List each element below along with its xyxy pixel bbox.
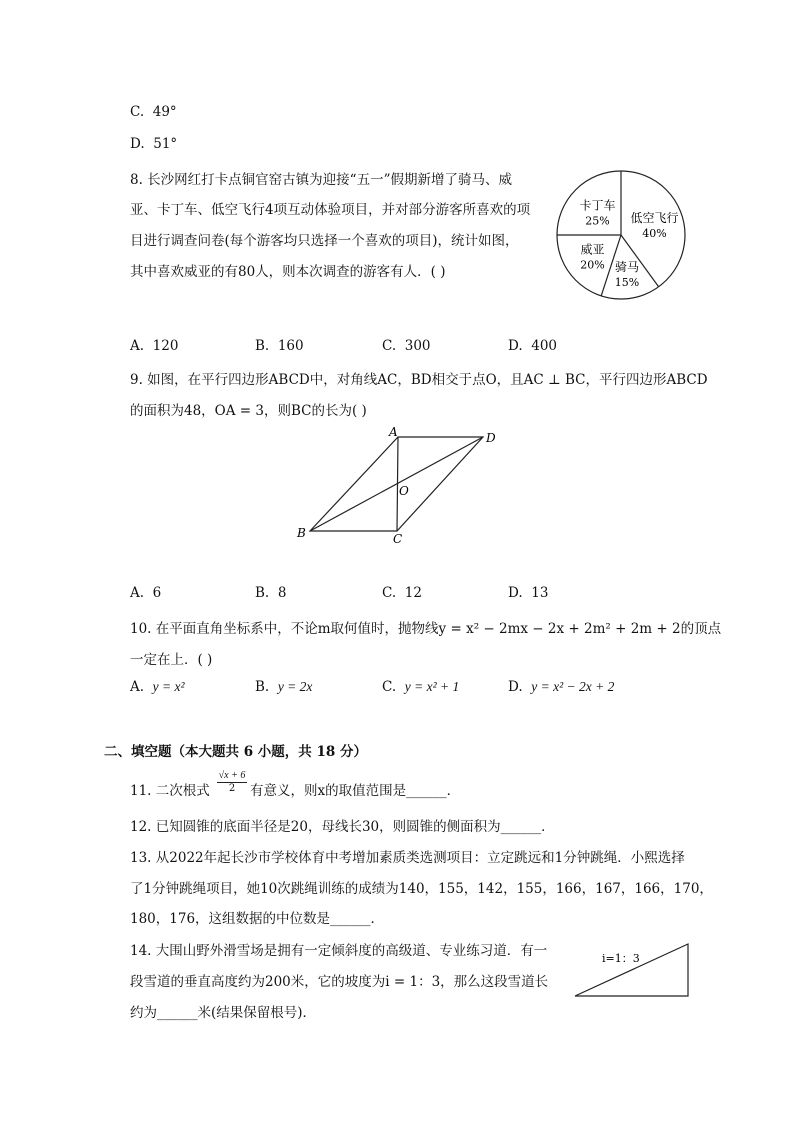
pie-slice-percent-2: 20% <box>580 258 605 272</box>
pie-slice-label-0: 低空飞行 <box>630 211 679 226</box>
label-b: B <box>297 526 306 540</box>
q9-line-1: 9. 如图，在平行四边形ABCD中，对角线AC，BD相交于点O，且AC ⊥ BC，平行四边形ABCD <box>130 372 708 388</box>
pie-slice-label-1: 骑马 <box>614 259 640 274</box>
pie-chart <box>555 166 690 306</box>
q11-fraction <box>217 770 247 795</box>
q8-option-b: B. 160 <box>255 338 304 354</box>
q14-line-2: 段雪道的垂直高度约为200米，它的坡度为i = 1：3，那么这段雪道长 <box>130 974 549 990</box>
q8-line-2: 亚、卡丁车、低空飞行4项互动体验项目，并对部分游客所喜欢的项 <box>130 202 531 218</box>
q8-line-1: 8. 长沙网红打卡点铜官窑古镇为迎接“五一”假期新增了骑马、威 <box>130 172 512 188</box>
q10-option-d: D. y = x² − 2x + 2 <box>508 679 615 695</box>
label-o: O <box>399 484 409 498</box>
slope-label: i=1：3 <box>602 952 640 965</box>
pie-slice-label-2: 威亚 <box>580 242 605 257</box>
q9-option-d: D. 13 <box>508 585 549 601</box>
q8-line-4: 其中喜欢威亚的有80人，则本次调查的游客有人．( ) <box>130 264 446 280</box>
q13-line-2: 了1分钟跳绳项目，她10次跳绳训练的成绩为140，155，142，155，166，167，166，170， <box>130 881 713 897</box>
option-d-prev: D. 51° <box>130 136 178 152</box>
pie-slice-percent-1: 15% <box>614 275 640 289</box>
section-title-fill-in: 二、填空题（本大题共 6 小题，共 18 分） <box>104 744 367 760</box>
pie-slice-label-3: 卡丁车 <box>579 198 616 213</box>
pie-slice-percent-3: 25% <box>585 214 610 228</box>
diagonal-bd <box>310 437 483 531</box>
parallelogram-figure <box>290 425 505 550</box>
slope-triangle-figure <box>570 940 692 1000</box>
label-a: A <box>389 425 398 439</box>
label-c: C <box>393 532 403 546</box>
q10-option-a: A. y = x² <box>130 679 185 695</box>
q8-line-3: 目进行调查问卷(每个游客均只选择一个喜欢的项目)，统计如图， <box>130 233 519 249</box>
q11-suffix: 有意义，则x的取值范围是______． <box>250 783 461 799</box>
q10-line-2: 一定在上．( ) <box>130 652 213 668</box>
q10-option-b: B. y = 2x <box>255 679 313 695</box>
q8-option-d: D. 400 <box>508 338 558 354</box>
q13-line-3: 180，176，这组数据的中位数是______． <box>130 911 385 927</box>
q11-denominator: 2 <box>228 783 236 794</box>
q12-line: 12. 已知圆锥的底面半径是20，母线长30，则圆锥的侧面积为______． <box>130 819 555 835</box>
q13-line-1: 13. 从2022年起长沙市学校体育中考增加素质类选测项目：立定跳远和1分钟跳绳．小熙选择 <box>130 850 685 866</box>
q11-numerator: √x + 6 <box>218 770 246 781</box>
label-d: D <box>486 431 496 445</box>
q14-line-1: 14. 大围山野外滑雪场是拥有一定倾斜度的高级道、专业练习道．有一 <box>130 943 548 959</box>
q8-option-c: C. 300 <box>382 338 431 354</box>
q14-line-3: 约为______米(结果保留根号)． <box>130 1005 317 1021</box>
pie-slice-percent-0: 40% <box>642 227 667 241</box>
q9-line-2: 的面积为48，OA = 3，则BC的长为( ) <box>130 403 367 419</box>
option-c-prev: C. 49° <box>130 104 177 120</box>
q9-option-c: C. 12 <box>382 585 422 601</box>
q10-line-1: 10. 在平面直角坐标系中，不论m取何值时，抛物线y = x² − 2mx − 2x + 2m² + 2m + 2的顶点 <box>130 621 722 637</box>
q9-option-b: B. 8 <box>255 585 287 601</box>
q9-option-a: A. 6 <box>130 585 162 601</box>
q10-option-c: C. y = x² + 1 <box>382 679 460 695</box>
q11-prefix: 11. 二次根式 <box>130 783 210 799</box>
q8-option-a: A. 120 <box>130 338 179 354</box>
